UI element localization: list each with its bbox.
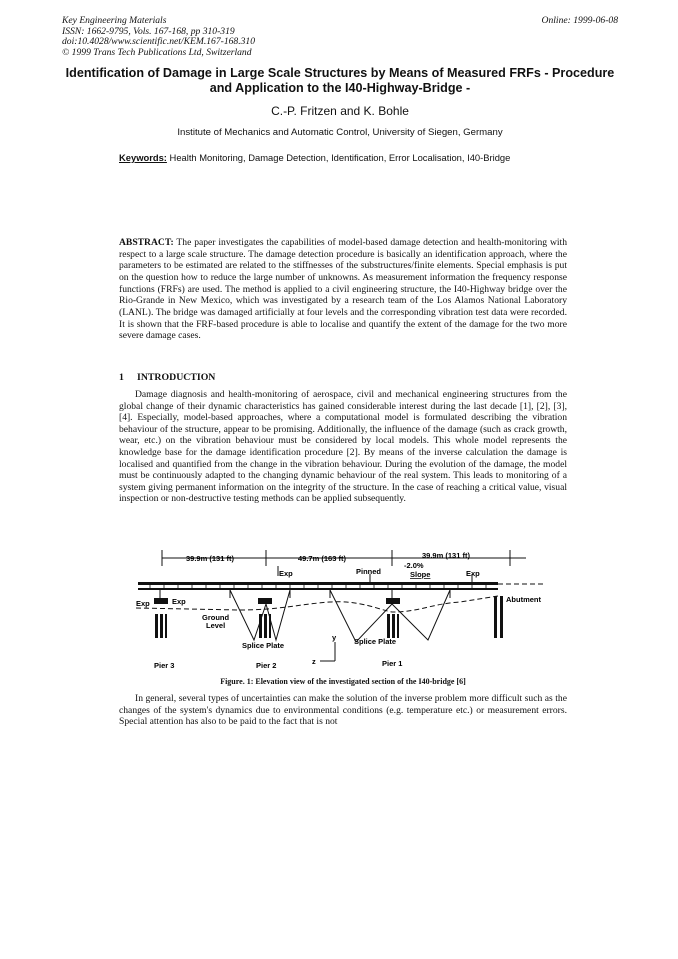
abstract [119,237,567,342]
axis-y-label: y [332,633,337,642]
pier-3-label: Pier 3 [154,661,175,670]
pinned-label: Pinned [356,567,382,576]
slope-value: -2.0% [404,561,424,570]
intro-paragraph: Damage diagnosis and health-monitoring of aerospace, civil and mechanical engineering structures from the global change of their dynamic characteristics has gained considerable interest during the last decade [1], [2], [3], [4]. Especially, model-based approaches, where a computational model is formulated describing the vibration behaviour of the structure, appear to be promising. Additionally, the influence of the damage (such as crack growth, wear, etc.) on the vibration behaviour must be considered by local models. This whole model represents the knowledge base for the damage identification procedure [2]. By means of the inverse calculation the damage is localised and quantified from the change in the vibration behaviour. During the evolution of the damage, the model must be continuously adapted to the changing dynamic behaviour of the real system. This leads to monitoring of a system giving permanent information on the integrity of the structure. In the case of reaching a critical value, visual inspection or non-destructive testing methods can be applied subsequently. [119,389,567,505]
paper-title: Identification of Damage in Large Scale Structures by Means of Measured FRFs - Procedure and Application to the I40-Highway-Bridge - [65,66,615,95]
abstract-label: ABSTRACT: [119,237,174,248]
bridge-elevation-figure [130,544,550,674]
slope-label: Slope [410,570,431,579]
section-heading [119,372,215,383]
pier-1-label: Pier 1 [382,659,403,668]
exp-label: Exp [279,569,293,578]
span-length-1: 39.9m (131 ft) [186,554,234,563]
axis-z-label: z [312,657,316,666]
keywords-text: Health Monitoring, Damage Detection, Identification, Error Localisation, I40-Bridge [166,152,511,163]
section-number: 1 [119,372,124,383]
pier-2-label: Pier 2 [256,661,277,670]
exp-label: Exp [172,597,186,606]
journal-name: Key Engineering Materials [62,15,167,26]
closing-paragraph: In general, several types of uncertainties can make the solution of the inverse problem more difficult such as the changes of the system's dynamics due to environmental conditions (e.g. temperature etc.) or measurement errors. Special attention has also to be paid to the fact that is not [119,693,567,728]
abutment-label: Abutment [506,595,541,604]
bridge-deck [138,582,546,590]
issn-line: ISSN: 1662-9795, Vols. 167-168, pp 310-319 [62,25,235,37]
span-length-3: 39.9m (131 ft) [422,551,470,560]
axis-indicator [320,642,335,661]
paper-authors: C.-P. Fritzen and K. Bohle [271,104,409,118]
keywords [119,152,510,163]
ground-label: Ground [202,613,230,622]
copyright-line: © 1999 Trans Tech Publications Ltd, Switzerland [62,46,252,58]
exp-label: Exp [466,569,480,578]
online-date: Online: 1999-06-08 [541,15,618,26]
abstract-text: The paper investigates the capabilities of model-based damage detection and health-monitoring with respect to a large scale structure. The damage detection procedure is basically an identification approach, where the parameters to be estimated are related to the stiffnesses of the substructures/finite elements. Special emphasis is put on the question how to reduce the large number of unknowns. As measurement information the frequency response functions (FRFs) are used. The method is applied to a civil engineering structure, the I40-Highway bridge over the Rio-Grande in New Mexico, which was investigated by a research team of the Los Alamos National Laboratory (LANL). The bridge was damaged artificially at four levels and the corresponding vibration test data were recorded. It is shown that the FRF-based procedure is able to localise and quantify the extent of the damage for the two more severe damage cases. [119,237,567,342]
level-label: Level [206,621,226,630]
stringers [160,590,450,598]
pier-bracing [230,590,450,642]
doi-link[interactable]: doi:10.4028/www.scientific.net/KEM.167-168.310 [62,36,256,48]
author-institute: Institute of Mechanics and Automatic Control, University of Siegen, Germany [177,127,503,138]
splice-plate-label: Splice Plate [242,641,285,650]
journal-header [62,16,618,58]
span-length-2: 49.7m (163 ft) [298,554,346,563]
figure-caption: Figure. 1: Elevation view of the investigated section of the I40-bridge [6] [220,677,466,686]
splice-plate-label: Splice Plate [354,637,397,646]
exp-label: Exp [136,599,150,608]
keywords-label: Keywords: [119,152,167,163]
section-title: INTRODUCTION [137,372,216,383]
